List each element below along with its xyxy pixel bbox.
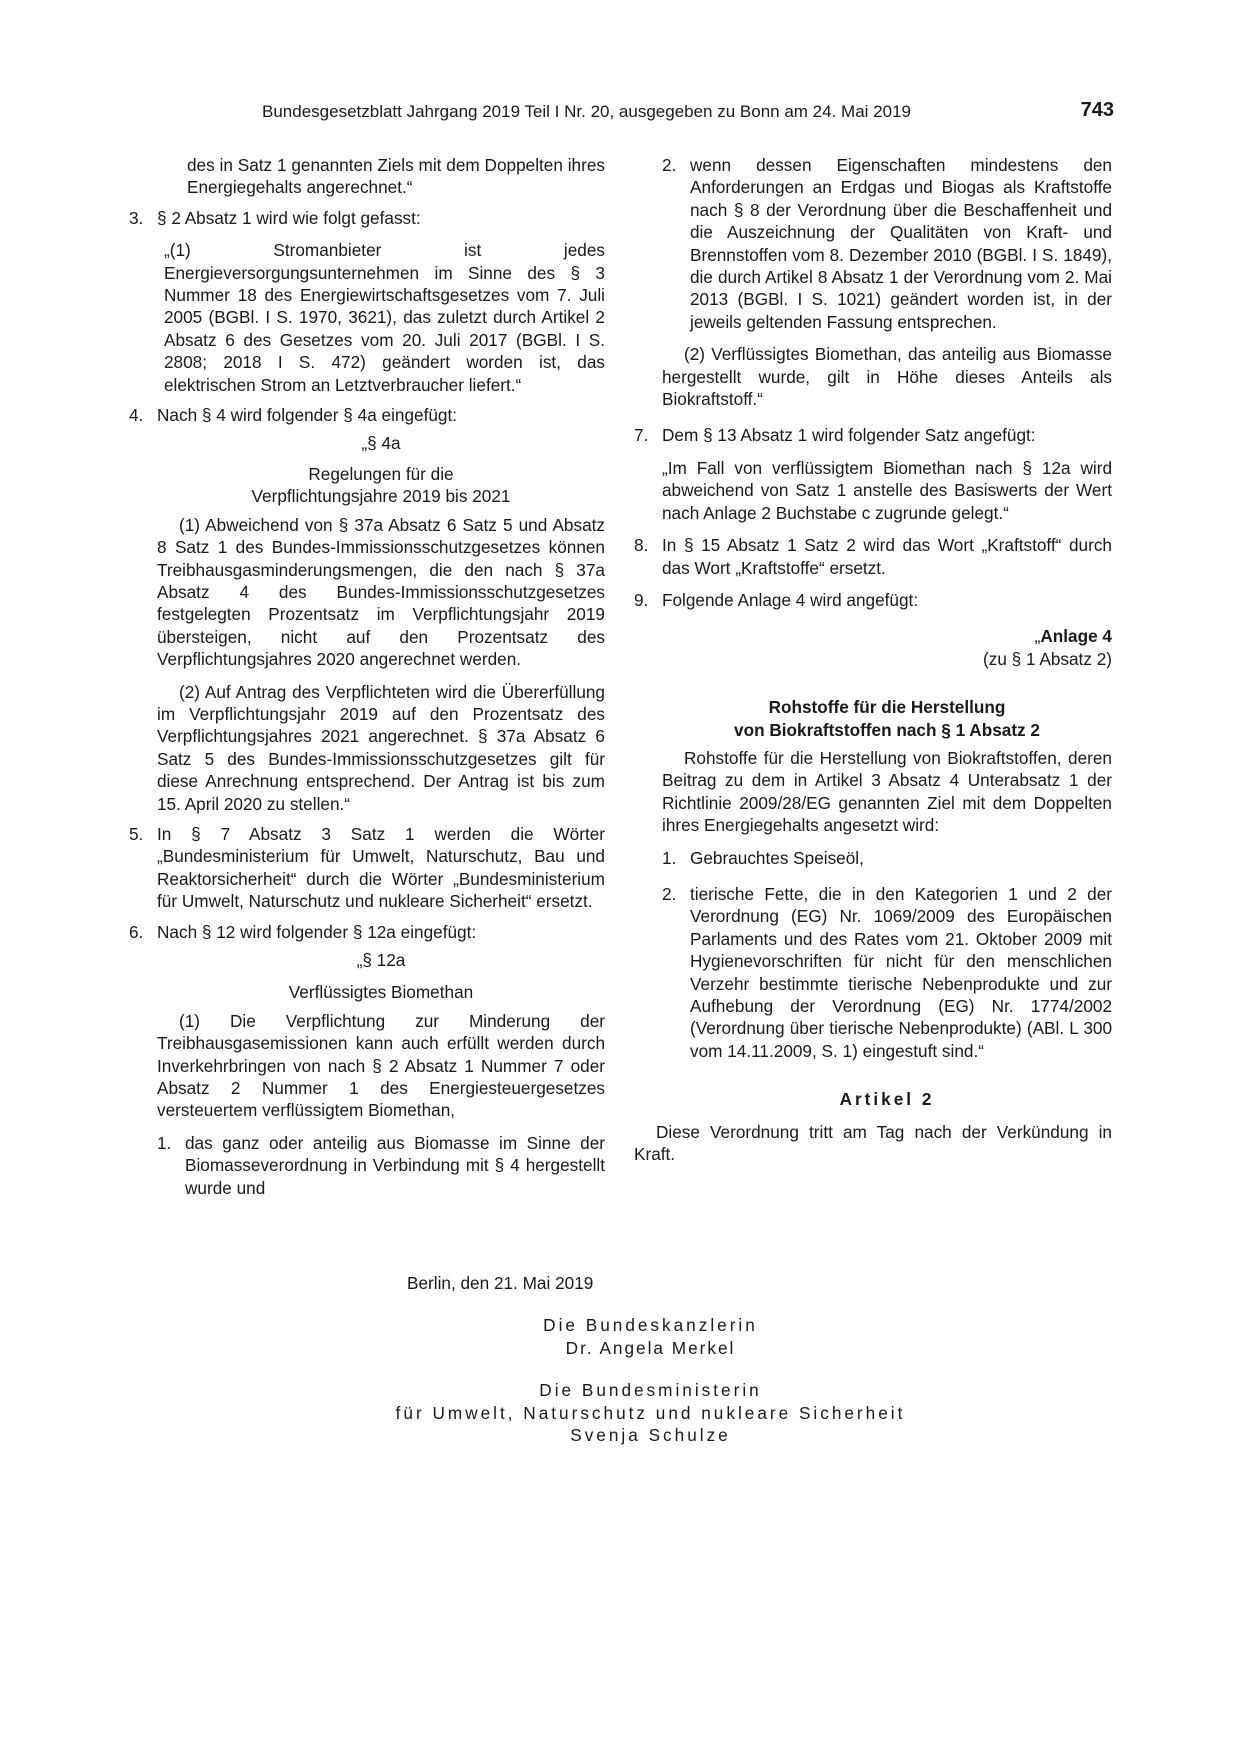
page-number: 743 [1080,99,1114,121]
item-text: In § 15 Absatz 1 Satz 2 wird das Wort „Kraftstoff“ durch das Wort „Kraftstoffe“ ersetzt. [662,535,1112,578]
item-number: 6. [129,921,144,942]
artikel-heading: Artikel 2 [839,1089,935,1110]
item-text: Nach § 12 wird folgender § 12a eingefügt: [157,921,477,942]
anlage-item-1 [662,847,1112,869]
item-number: 2. [662,883,677,904]
section-title: Verflüssigtes Biomethan [288,982,474,1003]
item-number: 8. [634,535,649,556]
signer-role: Die Bundesministerin [539,1380,762,1401]
item-number: 9. [634,589,649,610]
list-item-5 [129,823,605,913]
quote-mark: „ [1034,626,1041,647]
item-number: 7. [634,425,649,446]
item-number: 3. [129,207,144,228]
signer-role: für Umwelt, Naturschutz und nukleare Sicherheit [395,1402,906,1423]
item-number: 2. [662,155,677,175]
continued-text: des in Satz 1 genannten Ziels mit dem Doppelten ihres Energiegehalts angerechnet.“ [187,155,605,198]
paragraph: (2) Auf Antrag des Verpflichteten wird die Übererfüllung im Verpflichtungsjahr 2019 auf den Prozentsatz des Verpflichtungsjahres 2021 angerechnet. § 37a Absatz 6 Satz 5 des Bundes-Immissionsschutzgesetzes gilt für diese Anrechnung entsprechend. Der Antrag ist bis zum 15. April 2020 zu stellen.“ [157,681,605,814]
item-text: § 2 Absatz 1 wird wie folgt gefasst: [157,207,421,228]
item-text: wenn dessen Eigenschaften mindestens den Anforderungen an Erdgas und Biogas als Kraftstoffe nach § 8 der Verordnung über die Beschaffenheit und die Auszeichnung der Qualitäten von Kraft- und Brennstoffen vom 8. Dezember 2010 (BGBl. I S. 1849), die durch Artikel 8 Absatz 1 der Verordnung vom 2. Mai 2013 (BGBl. I S. 1021) geändert worden ist, in der jeweils geltenden Fassung entsprechen. [690,155,1112,332]
item-text: Folgende Anlage 4 wird angefügt: [662,589,919,610]
anlage-reference: (zu § 1 Absatz 2) [983,648,1112,669]
item-text: Dem § 13 Absatz 1 wird folgender Satz angefügt: [662,425,1036,446]
item-text: Nach § 4 wird folgender § 4a eingefügt: [157,405,458,426]
anlage-label [634,625,1112,647]
section-title: Verpflichtungsjahre 2019 bis 2021 [251,486,511,507]
item-text: das ganz oder anteilig aus Biomasse im Sinne der Biomasseverordnung in Verbindung mit § 4 hergestellt wurde und [185,1132,605,1198]
place-date: Berlin, den 21. Mai 2019 [407,1273,594,1293]
anlage-title-label: Anlage 4 [1040,626,1112,647]
sub-item-2 [662,154,1112,333]
list-item-6 [129,921,605,943]
list-item-7 [634,424,1112,446]
quote-paragraph: „Im Fall von verflüssigtem Biomethan nach § 12a wird abweichend von Satz 1 anstelle des Basiswerts der Wert nach Anlage 2 Buchstabe c zugrunde gelegt.“ [662,457,1112,523]
item-text: In § 7 Absatz 3 Satz 1 werden die Wörter „Bundesministerium für Umwelt, Naturschutz, Bau und Reaktorsicherheit“ durch die Wörter „Bundesministerium für Umwelt, Naturschutz und nukleare Sicherheit“ ersetzt. [157,823,605,912]
paragraph: (1) Abweichend von § 37a Absatz 6 Satz 5 und Absatz 8 Satz 1 des Bundes-Immissionsschutzgesetzes können Treibhausgasminderungsmengen, die den nach § 37a Absatz 4 des Bundes-Immissionsschutzgesetzes festgelegten Prozentsatz im Verpflichtungsjahr 2019 übersteigen, nicht auf den Prozentsatz des Verpflichtungsjahres 2020 angerechnet werden. [157,514,605,670]
anlage-title: Rohstoffe für die Herstellung [768,697,1006,718]
paragraph: (1) Die Verpflichtung zur Minderung der Treibhausgasemissionen kann auch erfüllt werden durch Inverkehrbringen von nach § 2 Absatz 1 Nummer 7 oder Absatz 2 Nummer 1 des Energiesteuergesetzes versteuertem verflüssigtem Biomethan, [157,1010,605,1121]
list-item-3 [129,207,605,229]
anlage-title: von Biokraftstoffen nach § 1 Absatz 2 [734,719,1040,740]
quote-paragraph: „(1) Stromanbieter ist jedes Energieversorgungsunternehmen im Sinne des § 3 Nummer 18 des Energiewirtschaftsgesetzes vom 7. Juli 2005 (BGBl. I S. 1970, 3621), das zuletzt durch Artikel 2 Absatz 6 des Gesetzes vom 20. Juli 2017 (BGBl. I S. 2808; 2018 I S. 472) geändert worden ist, das elektrischen Strom an Letztverbraucher liefert.“ [164,240,605,395]
sub-item-1 [157,1132,605,1199]
item-number: 1. [662,847,677,868]
section-heading: „§ 12a [356,950,406,970]
signature-block [129,1272,1112,1446]
signer-role: Die Bundeskanzlerin [543,1315,758,1336]
left-column [129,154,605,1199]
item-number: 5. [129,823,144,844]
anlage-item-2 [662,883,1112,1062]
right-column [634,154,1112,1165]
paragraph: Rohstoffe für die Herstellung von Biokraftstoffen, deren Beitrag zu dem in Artikel 3 Absatz 4 Unterabsatz 1 der Richtlinie 2009/28/EG genannten Ziel mit dem Doppelten ihres Energiegehalts angesetzt wird: [662,747,1112,836]
section-title: Regelungen für die [308,463,454,484]
item-text: tierische Fette, die in den Kategorien 1 und 2 der Verordnung (EG) Nr. 1069/2009 des Europäischen Parlaments und des Rates vom 21. Oktober 2009 mit Hygienevorschriften für nicht für den menschlichen Verzehr bestimmte tierische Nebenprodukte und zur Aufhebung der Verordnung (EG) Nr. 1774/2002 (Verordnung über tierische Nebenprodukte) (ABl. L 300 vom 14.11.2009, S. 1) eingestuft sind.“ [690,883,1112,1061]
list-item-8 [634,534,1112,579]
item-number: 4. [129,405,144,426]
paragraph: Diese Verordnung tritt am Tag nach der Verkündung in Kraft. [634,1121,1112,1165]
signer-name: Dr. Angela Merkel [565,1337,736,1358]
list-item-4 [129,404,605,426]
header-title: Bundesgesetzblatt Jahrgang 2019 Teil I Nr. 20, ausgegeben zu Bonn am 24. Mai 2019 [262,102,911,121]
page-header [262,99,1114,126]
item-text: Gebrauchtes Speiseöl, [690,847,864,868]
signer-name: Svenja Schulze [570,1425,731,1446]
paragraph: (2) Verflüssigtes Biomethan, das anteilig aus Biomasse hergestellt wurde, gilt in Höhe dieses Anteils als Biokraftstoff.“ [662,344,1112,410]
list-item-9 [634,589,1112,611]
item-number: 1. [157,1132,172,1153]
section-heading: „§ 4a [361,433,401,454]
